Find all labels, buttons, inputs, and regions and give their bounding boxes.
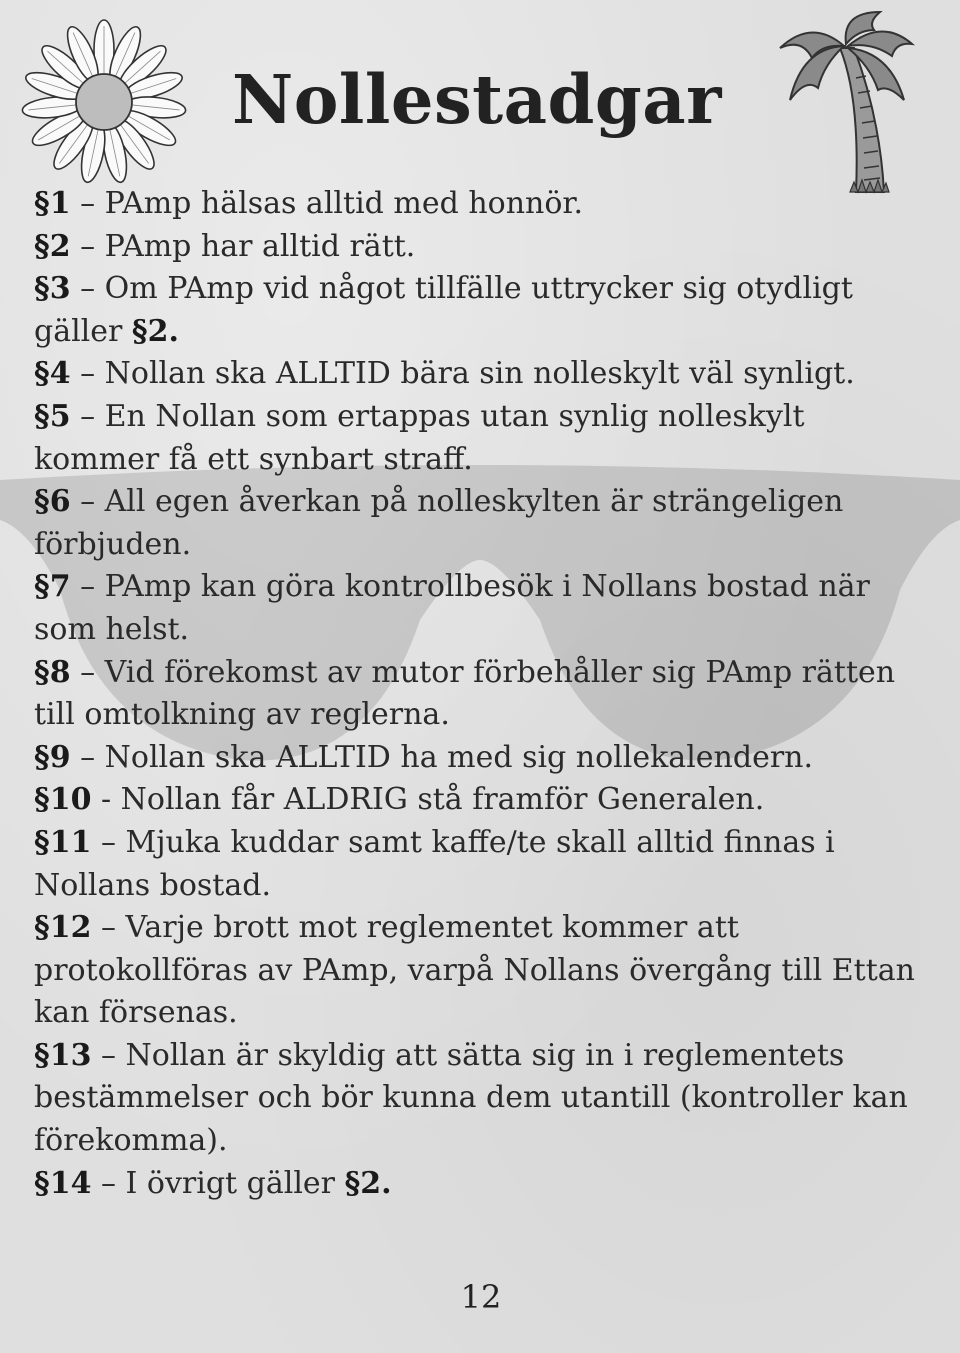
rule-text: – Vid förekomst av mutor förbehåller sig PAmp rätten till omtolkning av reglerna. <box>34 654 896 733</box>
rule-reference: §2. <box>344 1165 392 1201</box>
rule-item <box>34 737 916 780</box>
rule-number: §1 <box>34 186 71 221</box>
rule-number: §8 <box>34 654 71 690</box>
rule-item <box>34 226 916 269</box>
rule-text: - Nollan får ALDRIG stå framför Generalen. <box>91 782 765 818</box>
page-number: 12 <box>460 1278 502 1316</box>
rule-number: §14 <box>34 1165 92 1201</box>
rule-text: – I övrigt gäller <box>91 1165 345 1201</box>
rule-number: §9 <box>34 739 71 775</box>
rules-list <box>34 183 916 1205</box>
rule-number: §10 <box>34 782 92 818</box>
rule-number: §5 <box>34 398 71 434</box>
rule-text: – Om PAmp vid något tillfälle uttrycker sig otydligt gäller <box>34 271 853 349</box>
rule-item <box>34 1163 916 1206</box>
rule-item <box>34 268 916 353</box>
rule-number: §2 <box>34 228 71 264</box>
rule-number: §6 <box>34 484 71 520</box>
rule-item <box>34 907 916 1035</box>
rule-text: – All egen åverkan på nolleskylten är strängeligen förbjuden. <box>34 484 844 562</box>
rule-text: – Nollan ska ALLTID ha med sig nollekalendern. <box>70 739 814 775</box>
rule-number: §4 <box>34 356 71 392</box>
palm-tree-icon <box>772 8 917 196</box>
rule-number: §12 <box>34 910 92 946</box>
rule-number: §3 <box>34 271 71 307</box>
rule-item <box>34 353 916 396</box>
rule-item <box>34 566 916 651</box>
rule-item <box>34 396 916 481</box>
rule-item <box>34 1035 916 1163</box>
rule-number: §13 <box>34 1037 92 1073</box>
rule-text: – PAmp har alltid rätt. <box>70 228 416 264</box>
rule-text: – Nollan ska ALLTID bära sin nolleskylt väl synligt. <box>70 356 855 392</box>
rule-item <box>34 652 916 737</box>
rule-number: §7 <box>34 569 71 605</box>
rule-item <box>34 183 916 226</box>
rule-item <box>34 481 916 566</box>
rule-text: – Mjuka kuddar samt kaffe/te skall alltid finnas i Nollans bostad. <box>34 824 835 903</box>
rule-number: §11 <box>34 824 92 860</box>
rule-text: – Varje brott mot reglementet kommer att protokollföras av PAmp, varpå Nollans övergång till Ettan kan försenas. <box>34 910 915 1031</box>
rule-item <box>34 779 916 822</box>
rule-text: – En Nollan som ertappas utan synlig nolleskylt kommer få ett synbart straff. <box>34 398 805 477</box>
rule-reference: §2. <box>131 313 179 349</box>
rule-item <box>34 822 916 907</box>
rule-text: – Nollan är skyldig att sätta sig in i reglementets bestämmelser och bör kunna dem utantill (kontroller kan förekomma). <box>34 1037 908 1159</box>
rule-text: – PAmp kan göra kontrollbesök i Nollans bostad när som helst. <box>34 569 870 647</box>
page-title: Nollestadgar <box>232 60 722 139</box>
rule-text: – PAmp hälsas alltid med honnör. <box>70 186 584 221</box>
daisy-flower-icon <box>18 18 190 186</box>
